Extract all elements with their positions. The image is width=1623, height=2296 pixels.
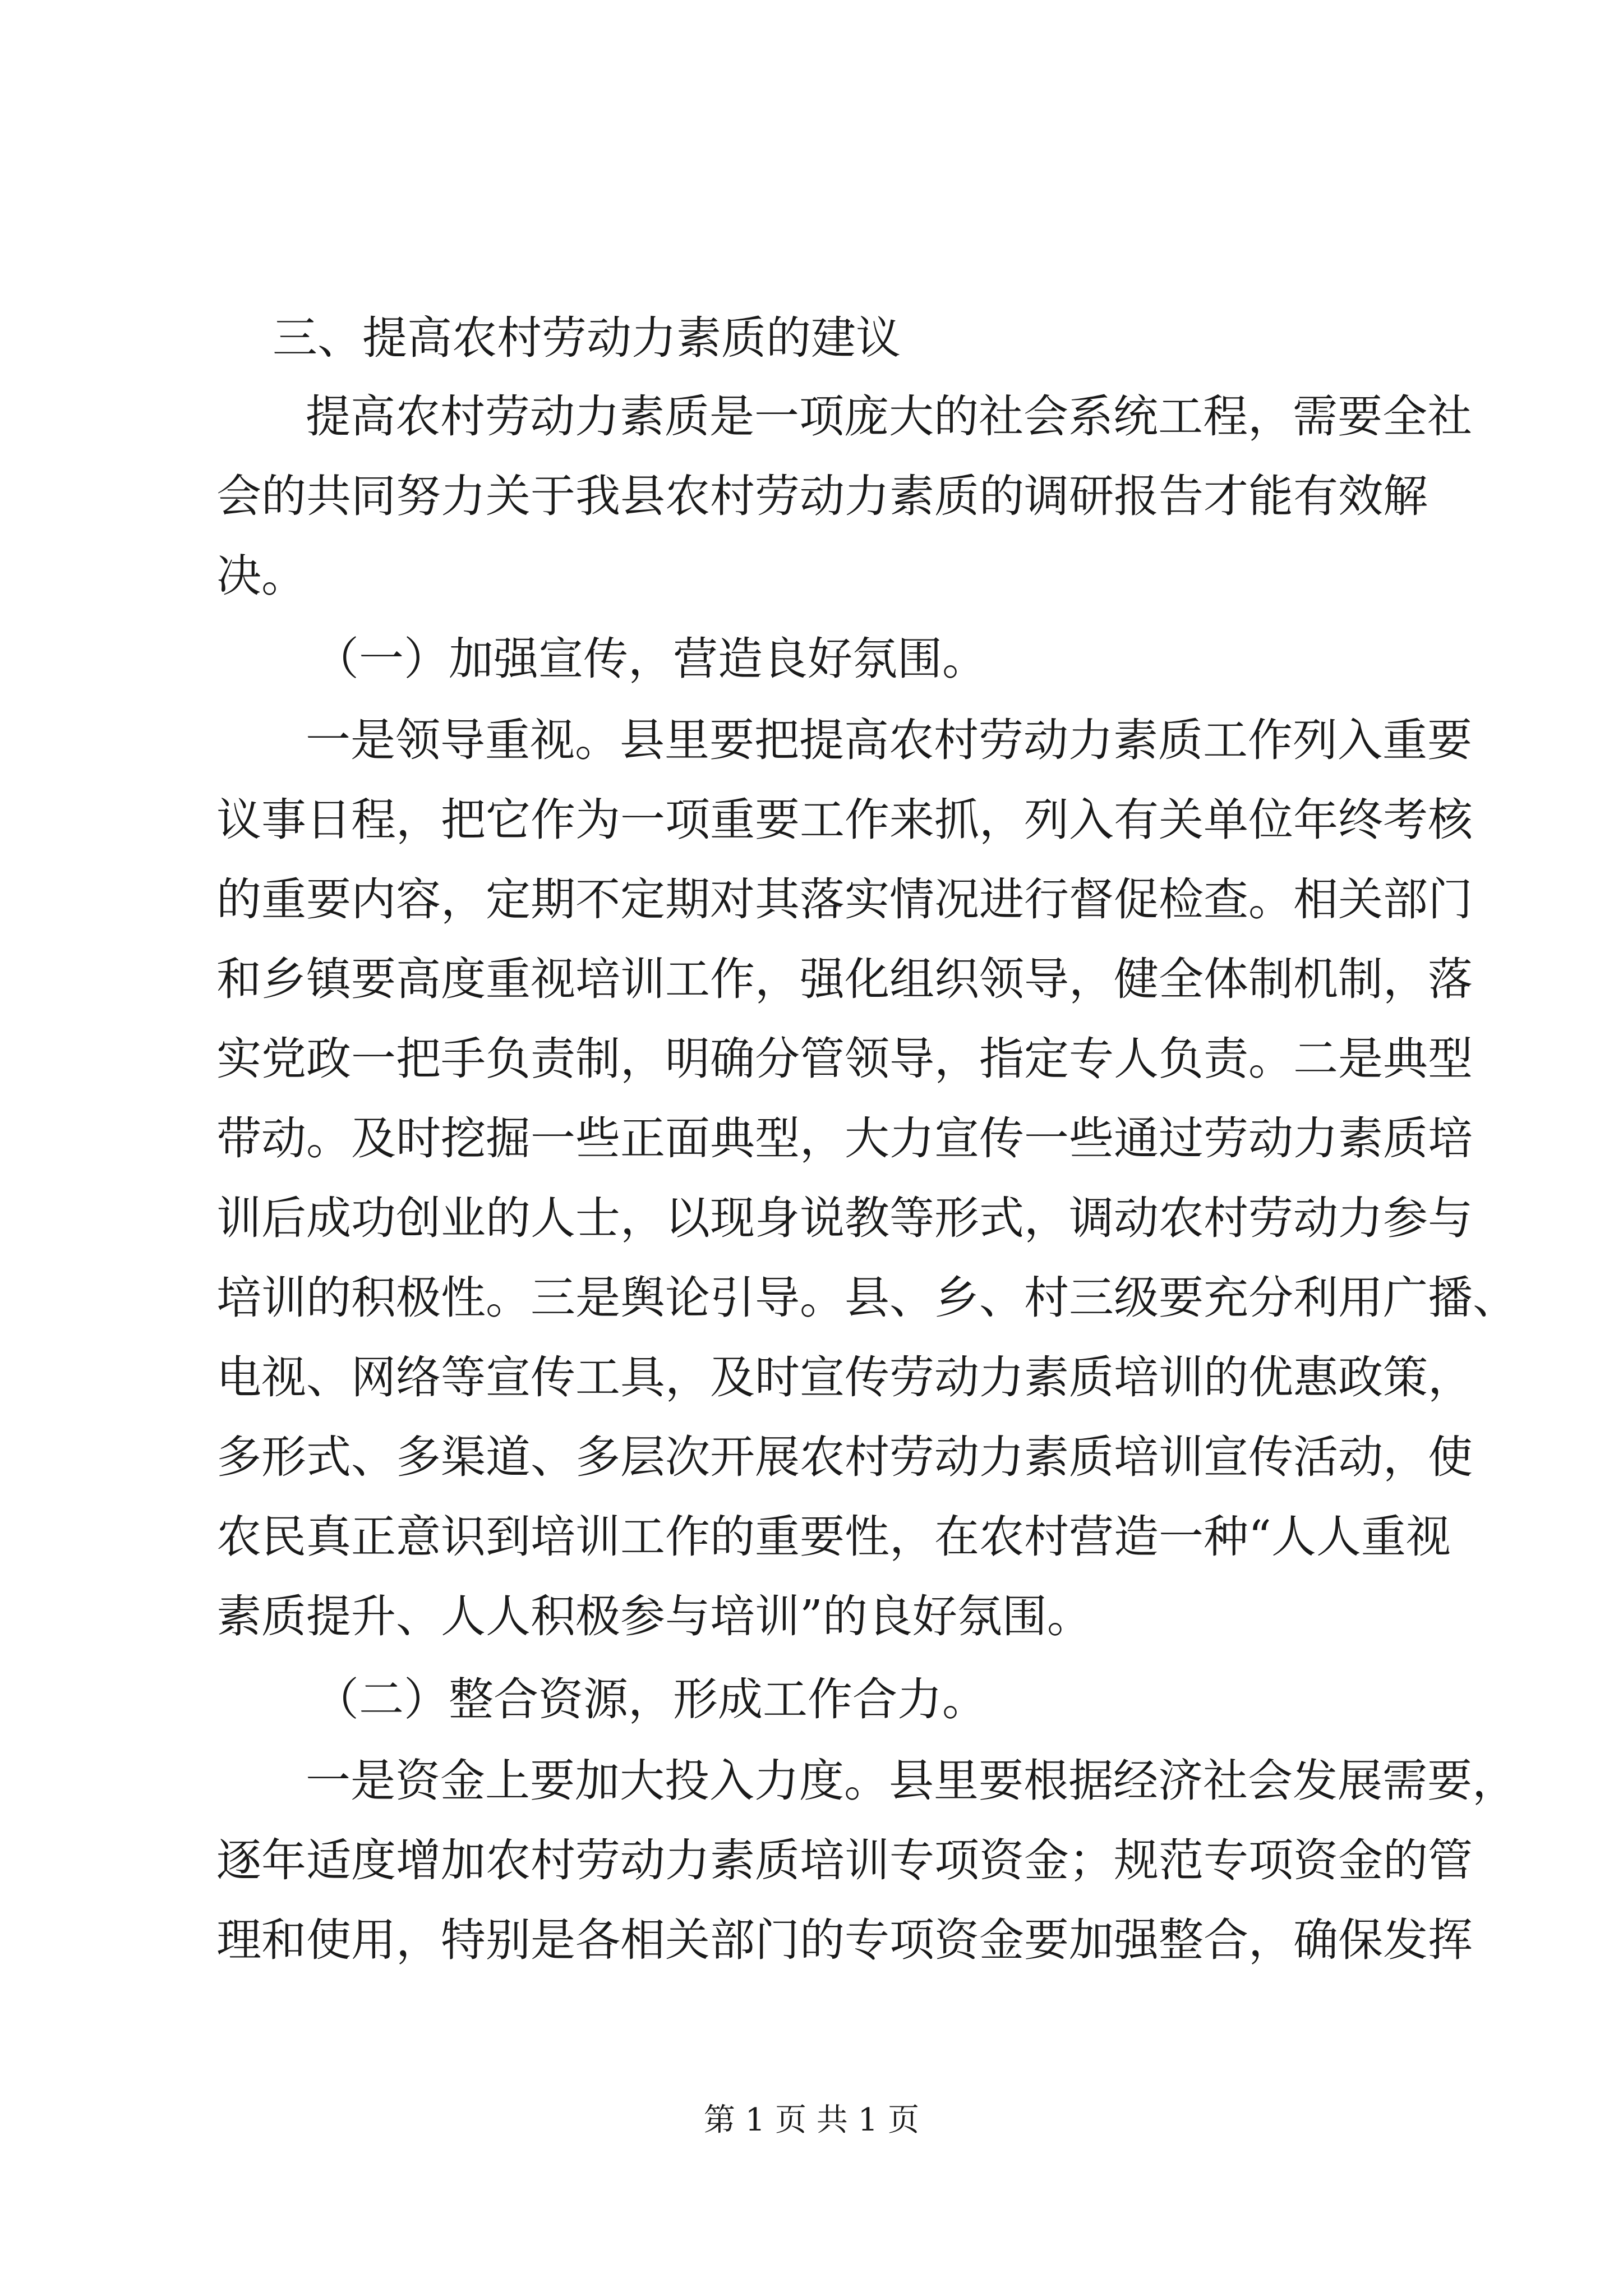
subsection-heading-1: （一）加强宣传，营造良好氛围。 <box>314 633 987 685</box>
paragraph-line: 会的共同努力关于我县农村劳动力素质的调研报告才能有效解 <box>216 470 1428 522</box>
paragraph-line: 和乡镇要高度重视培训工作，强化组织领导，健全体制机制，落 <box>216 953 1473 1005</box>
paragraph-line: 逐年适度增加农村劳动力素质培训专项资金；规范专项资金的管 <box>216 1834 1473 1887</box>
paragraph-line: 电视、网络等宣传工具，及时宣传劳动力素质培训的优惠政策， <box>216 1351 1473 1404</box>
paragraph-line: 的重要内容，定期不定期对其落实情况进行督促检查。相关部门 <box>216 873 1473 926</box>
paragraph-line: 一是领导重视。县里要把提高农村劳动力素质工作列入重要 <box>306 714 1472 766</box>
paragraph-line: 多形式、多渠道、多层次开展农村劳动力素质培训宣传活动，使 <box>216 1431 1473 1483</box>
paragraph-line: 一是资金上要加大投入力度。县里要根据经济社会发展需要， <box>306 1755 1517 1807</box>
paragraph-line: 带动。及时挖掘一些正面典型，大力宣传一些通过劳动力素质培 <box>216 1112 1473 1165</box>
subsection-heading-2: （二）整合资源，形成工作合力。 <box>314 1673 987 1726</box>
paragraph-line: 农民真正意识到培训工作的重要性，在农村营造一种“人人重视 <box>216 1511 1451 1563</box>
section-heading-3: 三、提高农村劳动力素质的建议 <box>273 312 901 364</box>
paragraph-line: 理和使用，特别是各相关部门的专项资金要加强整合，确保发挥 <box>216 1914 1473 1966</box>
paragraph-line: 训后成功创业的人士，以现身说教等形式，调动农村劳动力参与 <box>216 1192 1473 1244</box>
paragraph-line: 实党政一把手负责制，明确分管领导，指定专人负责。二是典型 <box>216 1033 1473 1085</box>
paragraph-line: 素质提升、人人积极参与培训”的良好氛围。 <box>216 1590 1092 1642</box>
paragraph-line: 决。 <box>216 550 306 602</box>
paragraph-line: 培训的积极性。三是舆论引导。县、乡、村三级要充分利用广播、 <box>216 1272 1518 1324</box>
paragraph-line: 议事日程，把它作为一项重要工作来抓，列入有关单位年终考核 <box>216 794 1473 846</box>
paragraph-line: 提高农村劳动力素质是一项庞大的社会系统工程，需要全社 <box>306 390 1472 443</box>
page-footer: 第 1 页 共 1 页 <box>703 2102 920 2138</box>
